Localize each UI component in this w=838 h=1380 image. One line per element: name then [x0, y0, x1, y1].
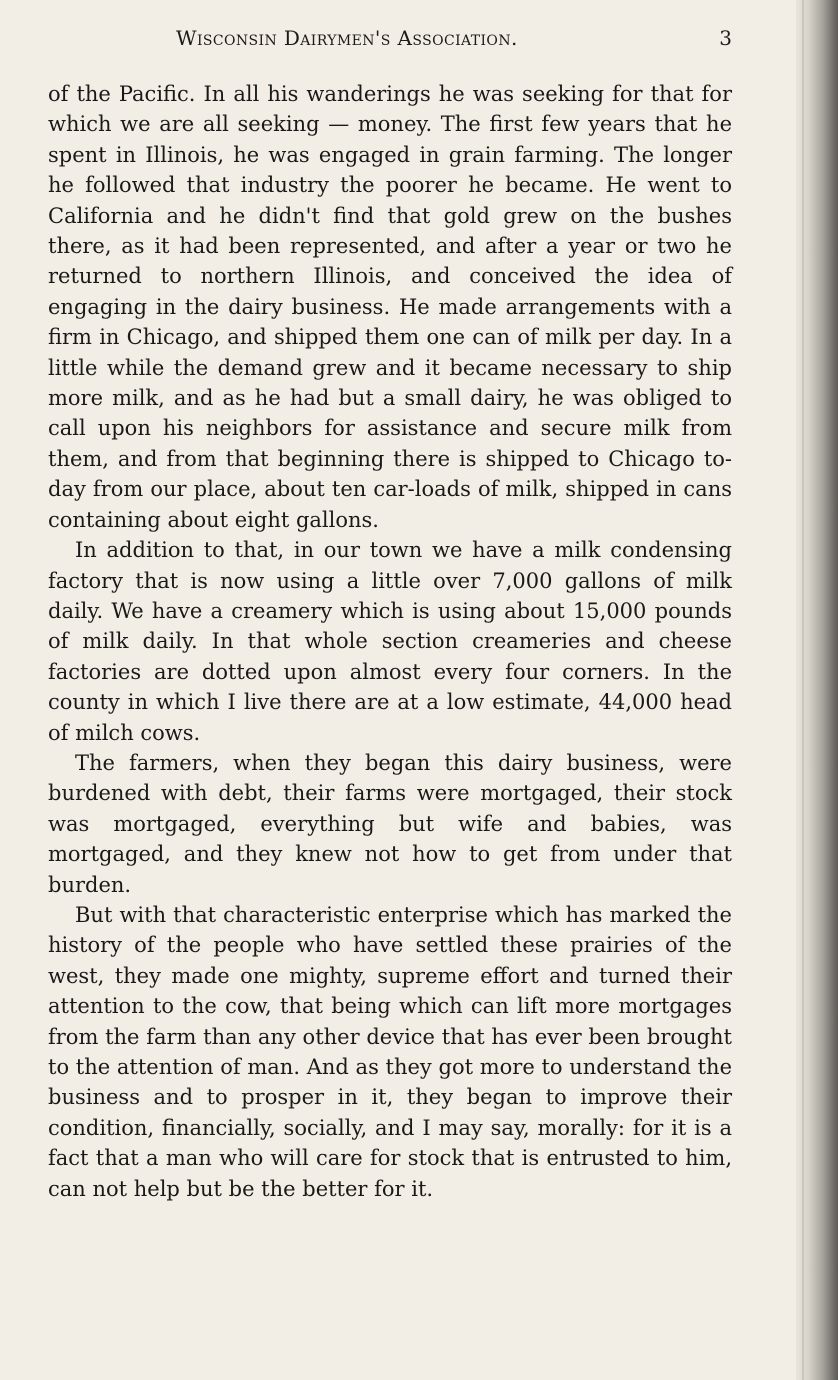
paragraph-1: of the Pacific. In all his wanderings he was seeking for that for which we are all seeking — money. The first few years that he spent in Illinois, he was engaged in grain farming. The longer he followed that industry the poorer he became. He went to California and he didn't find that gold grew on the bushes there, as it had been represented, and after a year or two he returned to northern Illinois, and conceived the idea of engaging in the dairy business. He made arrangements with a firm in Chicago, and shipped them one can of milk per day. In a little while the demand grew and it became necessary to ship more milk, and as he had but a small dairy, he was obliged to call upon his neighbors for assistance and secure milk from them, and from that beginning there is shipped to Chicago to-day from our place, about ten car-loads of milk, shipped in cans containing about eight gallons.: [48, 82, 732, 532]
page-header: [48, 26, 732, 56]
running-title: Wisconsin Dairymen's Association.: [176, 26, 518, 50]
book-spine-edge: [796, 0, 838, 1380]
paragraph-4: But with that characteristic enterprise which has marked the history of the people who have settled these prairies of the west, they made one mighty, supreme effort and turned their attention to the cow, that being which can lift more mortgages from the farm than any other device that has ever been brought to the attention of man. And as they got more to understand the business and to prosper in it, they began to improve their condition, financially, socially, and I may say, morally: for it is a fact that a man who will care for stock that is entrusted to him, can not help but be the better for it.: [48, 902, 732, 1201]
page-number: 3: [719, 26, 732, 50]
paragraph-3: The farmers, when they began this dairy business, were burdened with debt, their farms were mortgaged, their stock was mortgaged, everything but wife and babies, was mortgaged, and they knew not how to get from under that burden.: [48, 750, 732, 897]
paragraph-2: In addition to that, in our town we have a milk condensing factory that is now using a little over 7,000 gallons of milk daily. We have a creamery which is using about 15,000 pounds of milk daily. In that whole section creameries and cheese factories are dotted upon almost every four corners. In the county in which I live there are at a low estimate, 44,000 head of milch cows.: [48, 538, 732, 745]
page-body-text: [48, 79, 732, 1204]
